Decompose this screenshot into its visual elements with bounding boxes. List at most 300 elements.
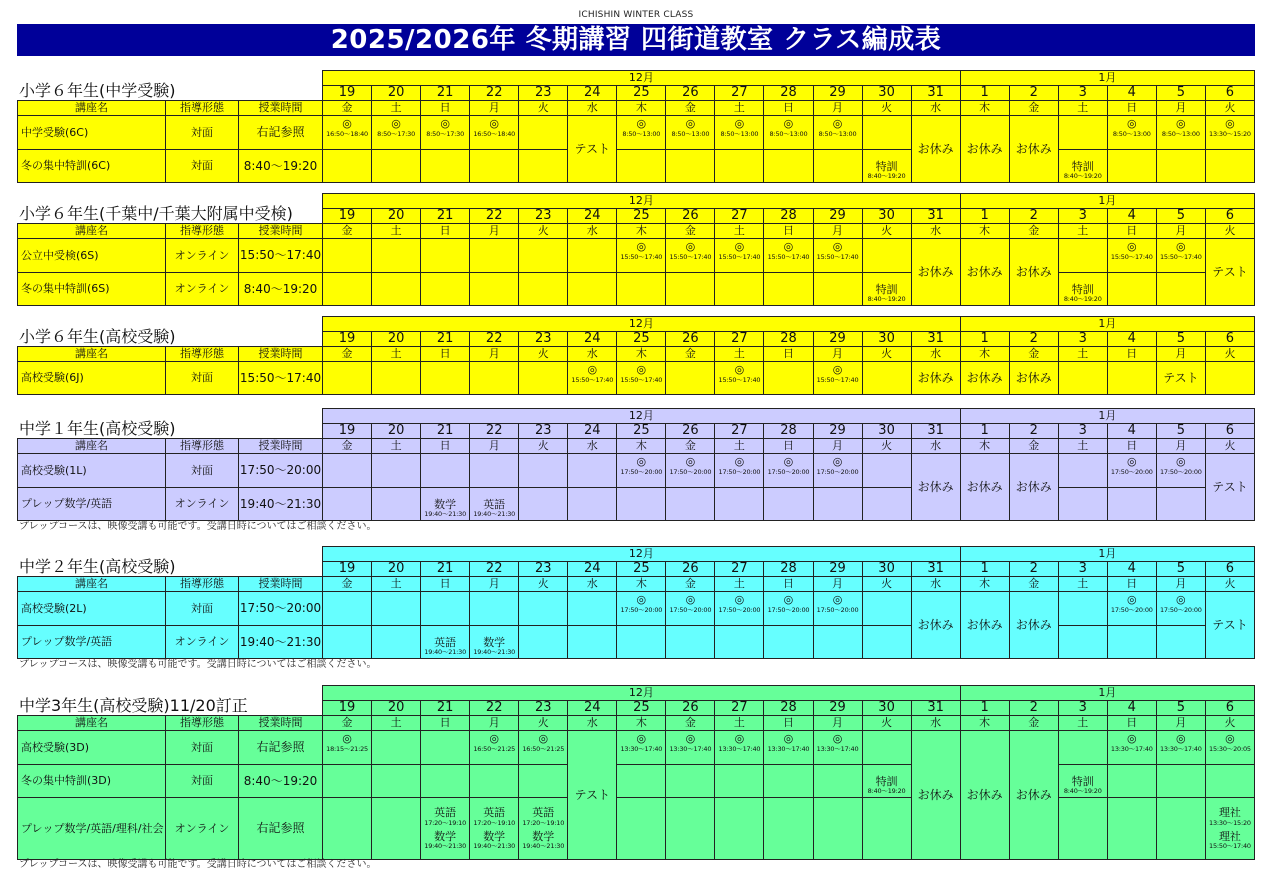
class-mark: ◎	[685, 117, 696, 130]
day-number: 1	[960, 701, 1009, 716]
class-mark: ◎	[1127, 593, 1137, 606]
schedule-cell	[1058, 765, 1107, 798]
column-header-mode: 指導形態	[166, 347, 239, 362]
schedule-cell	[813, 798, 862, 860]
subject-label: 英語	[434, 806, 457, 820]
schedule-cell	[323, 150, 372, 183]
class-time: 17:50～20:00	[767, 467, 810, 476]
schedule-cell	[1156, 273, 1205, 306]
holiday-label: お休み	[1015, 141, 1052, 156]
class-mark: ◎	[832, 455, 843, 468]
day-number: 6	[1205, 332, 1254, 347]
schedule-cell	[1107, 731, 1156, 765]
schedule-cell	[323, 239, 372, 273]
weekday: 水	[568, 224, 617, 239]
course-row	[18, 765, 1255, 798]
weekday: 金	[666, 716, 715, 731]
subject-label: 数学	[483, 635, 506, 649]
section-note: プレップコースは、映像受講も可能です。受講日時についてはご相談ください。	[19, 859, 377, 870]
class-time: 15:50～17:40	[718, 375, 761, 384]
day-number: 23	[519, 701, 568, 716]
schedule-cell	[470, 592, 519, 626]
weekday: 金	[1009, 224, 1058, 239]
day-number: 22	[470, 332, 519, 347]
class-mark: ◎	[832, 363, 843, 376]
subject-label: 理社	[1218, 806, 1241, 820]
day-number: 29	[813, 701, 862, 716]
weekday: 月	[1156, 577, 1205, 592]
blank-cell	[18, 424, 323, 439]
class-time: 13:30～17:40	[669, 744, 712, 753]
weekday: 木	[960, 439, 1009, 454]
schedule-cell	[813, 239, 862, 273]
schedule-cell	[617, 273, 666, 306]
blank-cell	[18, 332, 323, 347]
schedule-cell	[323, 273, 372, 306]
weekday: 月	[813, 224, 862, 239]
course-name: プレップ数学/英語/理科/社会	[18, 798, 166, 860]
section-title: 小学６年生(高校受験)	[19, 327, 176, 346]
day-number: 20	[372, 701, 421, 716]
class-time: 8:50～13:00	[1112, 129, 1151, 138]
schedule-cell	[960, 454, 1009, 521]
weekday: 水	[911, 716, 960, 731]
class-time: 15:50～17:40	[767, 252, 810, 261]
schedule-cell	[470, 454, 519, 488]
weekday: 水	[911, 101, 960, 116]
schedule-cell	[1107, 488, 1156, 521]
weekday: 月	[813, 439, 862, 454]
schedule-cell	[1107, 592, 1156, 626]
day-number: 4	[1107, 701, 1156, 716]
subject-label: 特訓	[875, 774, 898, 788]
schedule-cell	[911, 731, 960, 860]
holiday-label: お休み	[966, 264, 1003, 279]
schedule-cell	[421, 116, 470, 150]
day-number: 30	[862, 424, 911, 439]
weekday: 火	[519, 347, 568, 362]
weekday: 日	[1107, 101, 1156, 116]
schedule-cell	[421, 239, 470, 273]
weekday: 土	[372, 716, 421, 731]
schedule-cell	[568, 273, 617, 306]
day-number: 23	[519, 332, 568, 347]
schedule-cell	[372, 592, 421, 626]
schedule-table	[17, 316, 1255, 395]
day-number: 30	[862, 332, 911, 347]
schedule-cell	[519, 150, 568, 183]
month-header: 1月	[960, 686, 1254, 701]
day-number: 24	[568, 209, 617, 224]
schedule-cell	[1205, 731, 1254, 765]
class-mark: ◎	[832, 240, 843, 253]
schedule-cell	[862, 765, 911, 798]
weekday: 金	[323, 224, 372, 239]
schedule-cell	[421, 731, 470, 765]
section-title: 小学６年生(千葉中/千葉大附属中受検)	[19, 204, 293, 223]
course-name: 高校受験(1L)	[18, 454, 166, 488]
blank-cell	[18, 547, 323, 562]
schedule-cell	[813, 765, 862, 798]
class-mark: ◎	[342, 117, 352, 130]
class-mark: ◎	[734, 732, 745, 745]
schedule-cell	[421, 798, 470, 860]
month-header: 12月	[323, 194, 961, 209]
schedule-cell	[519, 731, 568, 765]
weekday: 金	[323, 577, 372, 592]
weekday: 金	[323, 716, 372, 731]
schedule-cell	[862, 626, 911, 659]
schedule-cell	[715, 239, 764, 273]
schedule-cell	[470, 116, 519, 150]
day-number: 5	[1156, 701, 1205, 716]
class-time: 17:50～20:00	[669, 467, 712, 476]
schedule-cell	[568, 239, 617, 273]
class-time: 8:50～17:30	[377, 129, 416, 138]
schedule-cell	[862, 362, 911, 395]
header-top-label: ICHISHIN WINTER CLASS	[578, 10, 694, 20]
class-time: 17:50～20:00	[669, 605, 712, 614]
schedule-cell	[666, 116, 715, 150]
schedule-cell	[666, 150, 715, 183]
day-number: 21	[421, 562, 470, 577]
course-name: 公立中受検(6S)	[18, 239, 166, 273]
weekday: 木	[617, 439, 666, 454]
weekday: 火	[519, 577, 568, 592]
schedule-cell	[813, 488, 862, 521]
schedule-cell	[1205, 592, 1254, 659]
schedule-cell	[1107, 362, 1156, 395]
class-mark: ◎	[1225, 117, 1235, 130]
course-mode: オンライン	[166, 273, 239, 306]
schedule-cell	[1156, 239, 1205, 273]
weekday: 日	[764, 101, 813, 116]
day-number: 31	[911, 562, 960, 577]
class-mark: ◎	[538, 732, 549, 745]
course-time: 17:50～20:00	[239, 592, 323, 626]
schedule-cell	[1058, 488, 1107, 521]
schedule-cell	[1205, 454, 1254, 521]
weekday: 日	[421, 101, 470, 116]
subject-label: 数学	[483, 829, 506, 843]
column-header-mode: 指導形態	[166, 224, 239, 239]
day-number: 25	[617, 332, 666, 347]
course-name: プレップ数学/英語	[18, 626, 166, 659]
month-header: 12月	[323, 547, 961, 562]
schedule-cell	[1156, 731, 1205, 765]
schedule-cell	[372, 454, 421, 488]
day-number: 31	[911, 701, 960, 716]
course-row	[18, 116, 1255, 150]
schedule-cell	[813, 731, 862, 765]
course-mode: オンライン	[166, 239, 239, 273]
weekday: 月	[813, 716, 862, 731]
subject-label: 英語	[532, 806, 555, 820]
holiday-label: お休み	[1015, 264, 1052, 279]
day-number: 1	[960, 86, 1009, 101]
schedule-cell	[1107, 239, 1156, 273]
schedule-cell	[715, 765, 764, 798]
day-number: 23	[519, 209, 568, 224]
day-number: 30	[862, 86, 911, 101]
day-number: 19	[323, 86, 372, 101]
day-number: 20	[372, 332, 421, 347]
schedule-cell	[470, 239, 519, 273]
day-number: 3	[1058, 424, 1107, 439]
class-time: 17:50～20:00	[620, 467, 663, 476]
day-number: 5	[1156, 424, 1205, 439]
weekday: 木	[960, 224, 1009, 239]
test-label: テスト	[574, 141, 611, 156]
day-number: 2	[1009, 701, 1058, 716]
day-number: 6	[1205, 86, 1254, 101]
class-mark: ◎	[1176, 240, 1186, 253]
class-mark: ◎	[489, 117, 499, 130]
weekday: 火	[862, 101, 911, 116]
day-number: 3	[1058, 209, 1107, 224]
day-number: 24	[568, 562, 617, 577]
schedule-cell	[1205, 362, 1254, 395]
class-mark: ◎	[1127, 732, 1137, 745]
holiday-label: お休み	[917, 617, 954, 632]
section-title: 中学１年生(高校受験)	[19, 419, 176, 438]
schedule-cell	[1058, 731, 1107, 765]
course-row	[18, 454, 1255, 488]
blank-cell	[18, 317, 323, 332]
schedule-cell	[1205, 765, 1254, 798]
weekday: 金	[323, 439, 372, 454]
day-number: 6	[1205, 562, 1254, 577]
weekday: 水	[568, 101, 617, 116]
class-time: 15:50～17:40	[816, 375, 859, 384]
class-mark: ◎	[636, 732, 647, 745]
weekday: 月	[470, 347, 519, 362]
day-number: 30	[862, 209, 911, 224]
class-mark: ◎	[636, 593, 647, 606]
weekday: 土	[1058, 101, 1107, 116]
column-header-mode: 指導形態	[166, 716, 239, 731]
schedule-cell	[372, 150, 421, 183]
schedule-cell	[1156, 150, 1205, 183]
schedule-cell	[323, 362, 372, 395]
schedule-cell	[1009, 116, 1058, 183]
weekday: 金	[666, 347, 715, 362]
class-mark: ◎	[1225, 732, 1235, 745]
schedule-cell	[1156, 592, 1205, 626]
class-time: 13:30～17:40	[718, 744, 761, 753]
course-mode: 対面	[166, 765, 239, 798]
course-mode: オンライン	[166, 626, 239, 659]
schedule-cell	[764, 116, 813, 150]
column-header-mode: 指導形態	[166, 439, 239, 454]
day-number: 21	[421, 701, 470, 716]
course-row	[18, 798, 1255, 860]
weekday: 木	[617, 101, 666, 116]
weekday: 月	[470, 439, 519, 454]
class-time: 17:50～20:00	[718, 605, 761, 614]
schedule-cell	[519, 362, 568, 395]
schedule-cell	[1156, 116, 1205, 150]
class-time: 19:40～21:30	[424, 510, 467, 519]
class-time: 19:40～21:30	[424, 842, 467, 851]
course-row	[18, 239, 1255, 273]
day-number: 3	[1058, 562, 1107, 577]
day-number: 24	[568, 701, 617, 716]
class-time: 8:40～19:20	[1063, 295, 1102, 304]
class-time: 18:15～21:25	[326, 744, 368, 753]
day-number: 4	[1107, 424, 1156, 439]
day-number: 25	[617, 424, 666, 439]
day-number: 31	[911, 424, 960, 439]
class-time: 17:50～20:00	[816, 605, 859, 614]
schedule-cell	[1156, 765, 1205, 798]
month-header: 1月	[960, 71, 1254, 86]
schedule-cell	[960, 239, 1009, 306]
weekday: 月	[470, 577, 519, 592]
weekday: 水	[911, 224, 960, 239]
schedule-cell	[1107, 454, 1156, 488]
day-number: 27	[715, 209, 764, 224]
class-time: 17:50～20:00	[1159, 605, 1202, 614]
weekday: 木	[960, 347, 1009, 362]
schedule-cell	[1156, 626, 1205, 659]
class-time: 17:20～19:10	[522, 818, 565, 827]
schedule-cell	[470, 150, 519, 183]
blank-cell	[18, 686, 323, 701]
class-time: 15:50～17:40	[1159, 252, 1202, 261]
schedule-cell	[617, 454, 666, 488]
class-mark: ◎	[440, 117, 450, 130]
weekday: 金	[323, 101, 372, 116]
day-number: 23	[519, 86, 568, 101]
month-header: 1月	[960, 547, 1254, 562]
subject-label: 数学	[434, 829, 457, 843]
schedule-cell	[764, 798, 813, 860]
subject-label: 特訓	[875, 159, 898, 173]
day-number: 26	[666, 209, 715, 224]
weekday: 月	[813, 347, 862, 362]
course-name: 高校受験(2L)	[18, 592, 166, 626]
weekday: 日	[1107, 716, 1156, 731]
schedule-cell	[1107, 116, 1156, 150]
schedule-cell	[862, 454, 911, 488]
schedule-cell	[960, 592, 1009, 659]
weekday: 日	[764, 347, 813, 362]
course-mode: 対面	[166, 454, 239, 488]
weekday: 土	[372, 347, 421, 362]
test-label: テスト	[574, 787, 611, 802]
month-header: 12月	[323, 317, 961, 332]
schedule-cell	[519, 116, 568, 150]
schedule-cell	[568, 488, 617, 521]
class-time: 8:50～17:30	[426, 129, 465, 138]
day-number: 6	[1205, 424, 1254, 439]
class-time: 13:30～15:20	[1209, 129, 1251, 138]
column-header-mode: 指導形態	[166, 101, 239, 116]
day-number: 3	[1058, 86, 1107, 101]
class-time: 17:50～20:00	[767, 605, 810, 614]
subject-label: 特訓	[1071, 159, 1094, 173]
weekday: 木	[617, 347, 666, 362]
weekday: 日	[421, 224, 470, 239]
weekday: 火	[1205, 716, 1254, 731]
schedule-cell	[617, 488, 666, 521]
day-number: 3	[1058, 332, 1107, 347]
schedule-cell	[1205, 239, 1254, 306]
class-time: 8:40～19:20	[867, 295, 906, 304]
holiday-label: お休み	[917, 479, 954, 494]
schedule-cell	[813, 362, 862, 395]
schedule-cell	[568, 116, 617, 183]
course-name: 高校受験(6J)	[18, 362, 166, 395]
day-number: 31	[911, 86, 960, 101]
subject-label: 英語	[483, 806, 506, 820]
weekday: 火	[519, 439, 568, 454]
blank-cell	[18, 194, 323, 209]
day-number: 29	[813, 86, 862, 101]
weekday: 月	[1156, 224, 1205, 239]
course-name: 冬の集中特訓(3D)	[18, 765, 166, 798]
day-number: 27	[715, 332, 764, 347]
schedule-cell	[911, 116, 960, 183]
weekday: 日	[764, 716, 813, 731]
day-number: 27	[715, 424, 764, 439]
weekday: 水	[568, 347, 617, 362]
column-header-mode: 指導形態	[166, 577, 239, 592]
schedule-cell	[372, 731, 421, 765]
class-time: 17:50～20:00	[1110, 467, 1153, 476]
schedule-cell	[1058, 239, 1107, 273]
course-name: プレップ数学/英語	[18, 488, 166, 521]
weekday: 土	[1058, 439, 1107, 454]
day-number: 21	[421, 424, 470, 439]
class-mark: ◎	[783, 593, 794, 606]
schedule-cell	[519, 765, 568, 798]
day-number: 26	[666, 562, 715, 577]
day-number: 20	[372, 209, 421, 224]
schedule-cell	[617, 765, 666, 798]
class-time: 19:40～21:30	[522, 842, 565, 851]
section-note: プレップコースは、映像受講も可能です。受講日時についてはご相談ください。	[19, 521, 377, 532]
day-number: 25	[617, 701, 666, 716]
class-time: 13:30～17:40	[767, 744, 810, 753]
schedule-cell	[813, 626, 862, 659]
class-time: 8:40～19:20	[867, 787, 906, 796]
day-number: 2	[1009, 86, 1058, 101]
holiday-label: お休み	[917, 370, 954, 385]
course-time: 右記参照	[239, 798, 323, 860]
subject-label: 特訓	[1071, 774, 1094, 788]
holiday-label: お休み	[1015, 617, 1052, 632]
class-time: 19:40～21:30	[473, 648, 516, 657]
weekday: 金	[1009, 439, 1058, 454]
holiday-label: お休み	[917, 264, 954, 279]
weekday: 火	[862, 439, 911, 454]
schedule-cell	[862, 116, 911, 150]
section-title: 中学２年生(高校受験)	[19, 557, 176, 576]
class-mark: ◎	[587, 363, 598, 376]
schedule-cell	[862, 592, 911, 626]
schedule-cell	[1107, 798, 1156, 860]
schedule-cell	[666, 765, 715, 798]
class-mark: ◎	[734, 363, 745, 376]
schedule-cell	[617, 239, 666, 273]
schedule-cell	[813, 116, 862, 150]
class-mark: ◎	[391, 117, 401, 130]
schedule-cell	[1058, 116, 1107, 150]
schedule-cell	[764, 362, 813, 395]
schedule-cell	[323, 765, 372, 798]
